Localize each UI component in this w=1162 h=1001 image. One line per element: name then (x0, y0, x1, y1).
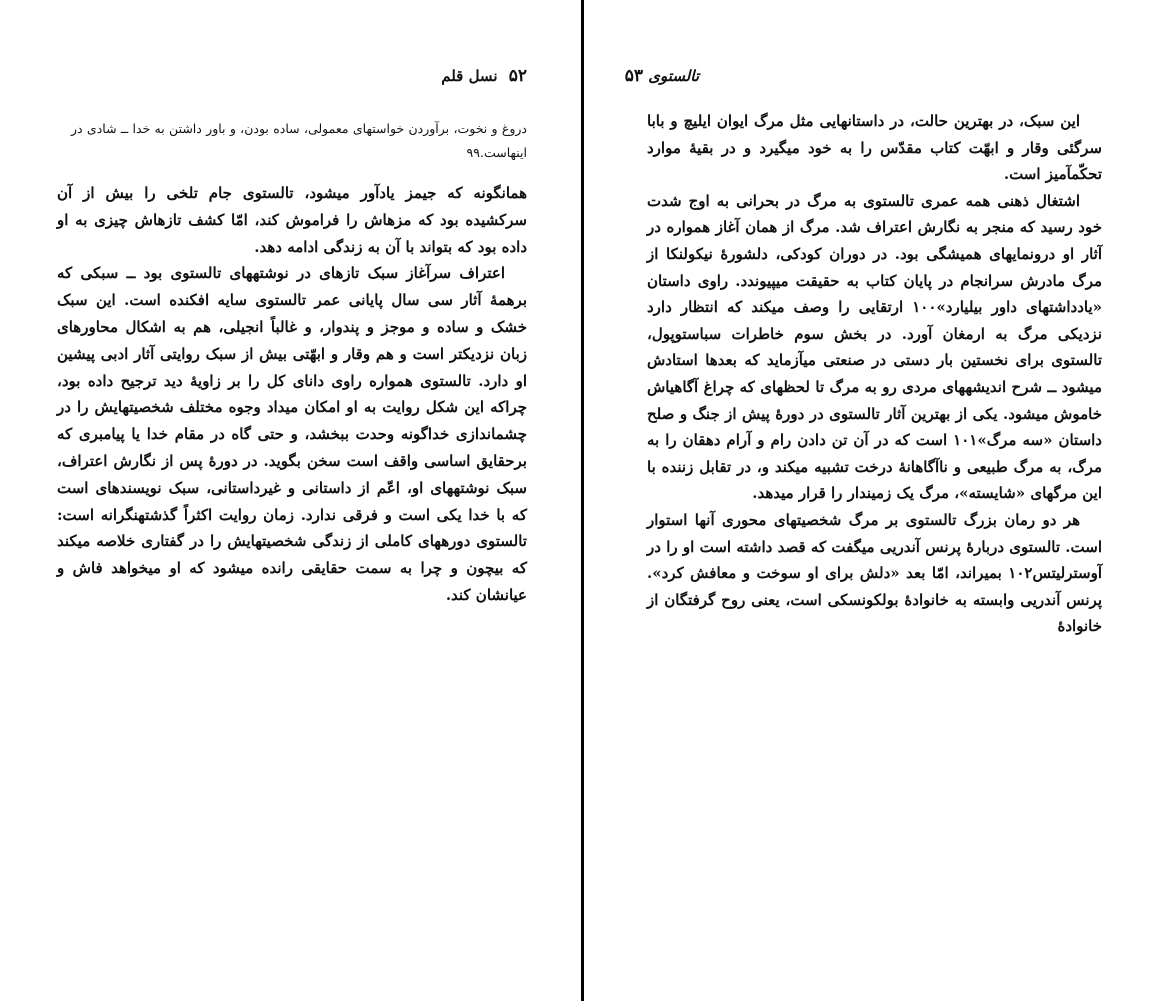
paragraph: هر دو رمان بزرگ تالستوی بر مرگ شخصیتهای محوری آنها استوار است. تالستوی دربارهٔ پرنس آندریی میگفت که قصد داشته است او را در آوسترلیتس۱۰۲ بمیراند، امّا بعد «دلش برای او سوخت و معافش کرد». پرنس آندریی وابسته به خانوادهٔ بولکونسکی است، یعنی روح گرفتگان از خانوادهٔ (647, 510, 1102, 636)
right-page-number: ۵۳ (624, 66, 644, 86)
paragraph: همانگونه که جیمز یادآور میشود، تالستوی جام تلخی را بیش از آن سرکشیده بود که مزهاش را فراموش کند، امّا کشف تازهاش چیزی به او داده بود که بتواند با آن به زندگی ادامه دهد. (57, 184, 527, 256)
left-running-head (441, 66, 527, 86)
epigraph-quote: دروغ و نخوت، برآوردن خواستهای معمولی، ساده بودن، و باور داشتن به خدا ــ شادی در اینهاست.۹۹ (71, 121, 527, 160)
right-page (584, 0, 1162, 1001)
left-running-title: نسل قلم (441, 67, 498, 85)
paragraph: این سبک، در بهترین حالت، در داستانهایی مثل مرگ ایوان ایلیچ و بابا سرگئی وقار و ابهّت کتاب مقدّس را به خود میگیرد و در بقیهٔ موارد تحکّمآمیز است. (647, 112, 1102, 184)
paragraph: اشتغال ذهنی همه عمری تالستوی به مرگ در بحرانی به اوج شدت خود رسید که منجر به نگارش اعتراف شد. مرگ از همان آغاز همواره در آثار او درونمایهای همیشگی بود. در دوران کودکی، دلشورهٔ نیکولنکا از مرگ مادرش سرانجام در پایان کتاب به حقیقت میپیوندد. راوی داستان «یادداشتهای داور بیلیارد»۱۰۰ ارتقایی را وصف میکند که انتظار دارد نزدیکی مرگ به ارمغان آورد. در بخش سوم خاطرات سباستوپول، تالستوی برای نخستین بار دستی در صنعتی میآزماید که بعدها استادش میشود ــ شرح اندیشههای مردی رو به مرگ تا لحظهای که چراغ آگاهیاش خاموش میشود. یکی از بهترین آثار تالستوی در دورهٔ پیش از جنگ و صلح داستان «سه مرگ»۱۰۱ است که در آن تن دادن رام و آرام دهقان را به مرگ، به مرگ طبیعی و ناآگاهانهٔ درخت تشبیه میکند و، در تقابل زننده با این مرگهای «شایسته»، مرگ یک زمیندار را قرار میدهد. (647, 191, 1102, 503)
right-body-text (647, 108, 1102, 640)
left-page-number: ۵۲ (508, 66, 527, 86)
paragraph: اعتراف سرآغاز سبک تازهای در نوشتههای تالستوی بود ــ سبکی که برهمهٔ آثار سی سال پایانی عمر تالستوی سایه افکنده است. این سبک خشک و ساده و موجز و پندوار، و غالباً انجیلی، هم به اشکال محاورهای زبان نزدیکتر است و هم وقار و ابهّتی بیش از سبک روایتی آثار ادبی پیشین او دارد. تالستوی همواره راوی دانای کل را بر زاویهٔ دید ترجیح داده بود، چراکه این شکل روایت به او امکان میداد وجوه مختلف شخصیتهایش را در چشماندازی خداگونه وحدت ببخشد، و حتی گاه در مقام خدا یا پیامبری که برحقایق اساسی واقف است سخن بگوید. در دورهٔ پس از نگارش اعتراف، سبک نوشتههای او، اعّم از داستانی و غیرداستانی، سبک نویسندهای است که با خدا یکی است و فرقی ندارد. زمان روایت اکثراً گذشتهنگرانه است: تالستوی دورههای کاملی از زندگی شخصیتهایش را در گفتاری خلاصه میکند که بیچون و چرا به سمت حقایقی رانده میشود که او میخواهد فاش و عیانشان کند. (57, 264, 528, 604)
left-body-text (57, 180, 527, 609)
right-running-title: تالستوی (648, 67, 699, 85)
right-running-head (619, 66, 699, 86)
